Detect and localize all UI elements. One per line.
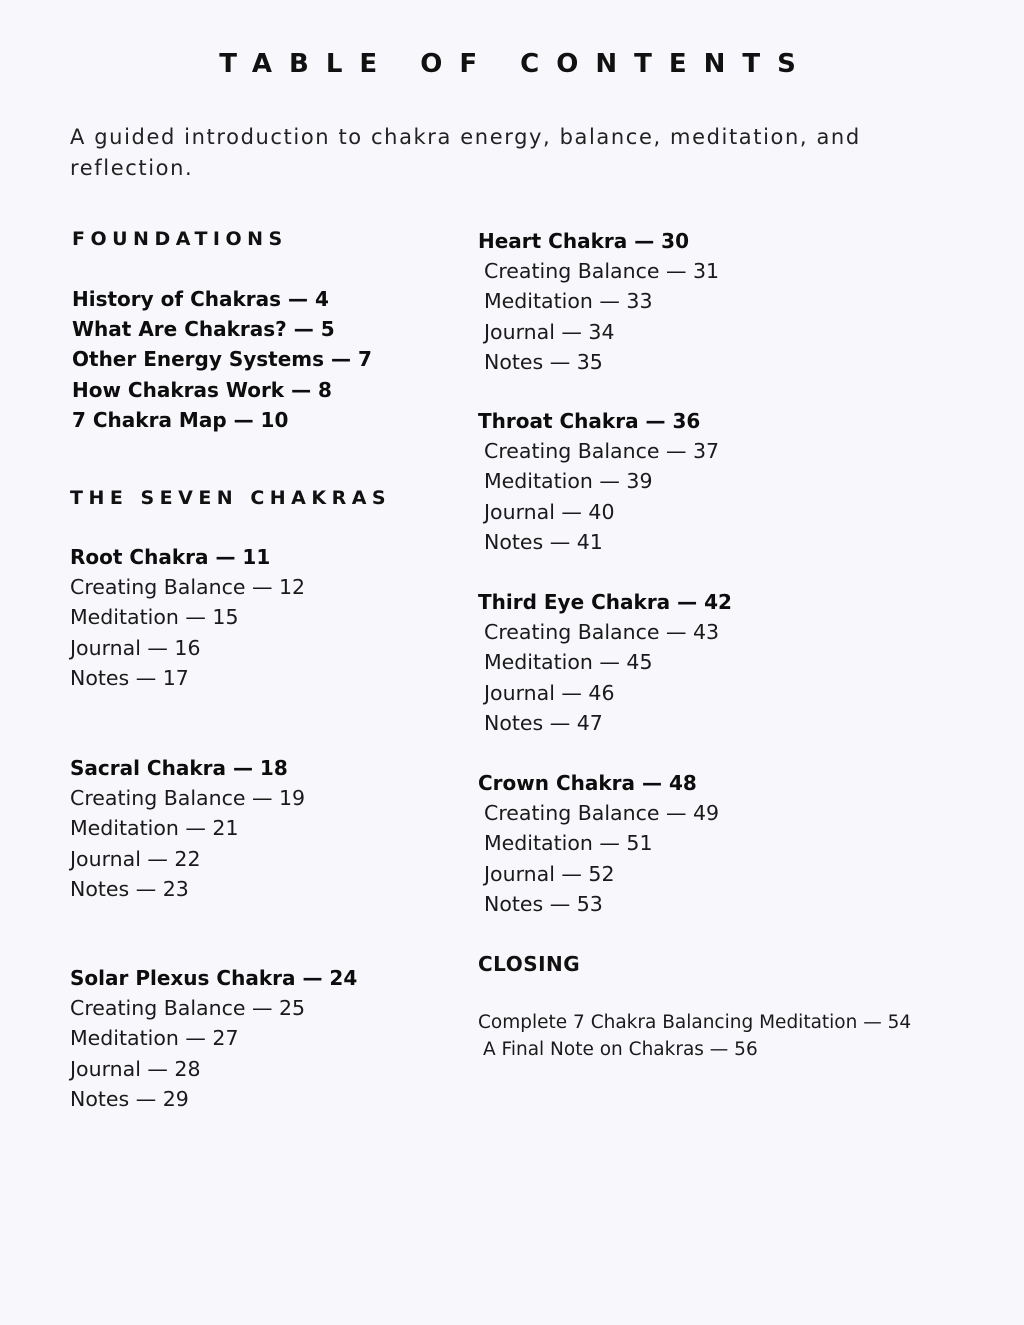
- closing-list: [478, 1009, 978, 1063]
- section-title-heart[interactable]: Heart Chakra — 30: [478, 229, 690, 253]
- throat-chakra-section: [478, 406, 978, 557]
- page-title: TABLE OF CONTENTS: [219, 49, 813, 79]
- toc-entry[interactable]: Journal — 46: [484, 680, 615, 705]
- foundations-heading: FOUNDATIONS: [72, 228, 288, 250]
- toc-entry[interactable]: Notes — 47: [484, 710, 603, 735]
- section-title-third-eye[interactable]: Third Eye Chakra — 42: [478, 590, 732, 614]
- toc-entry[interactable]: Journal — 40: [484, 499, 615, 524]
- toc-entry-chakra-map[interactable]: 7 Chakra Map — 10: [72, 407, 289, 432]
- toc-entry[interactable]: Journal — 16: [70, 635, 201, 660]
- toc-entry-final-note[interactable]: A Final Note on Chakras — 56: [483, 1039, 758, 1060]
- toc-entry-what-are-chakras[interactable]: What Are Chakras? — 5: [72, 317, 335, 342]
- closing-heading: CLOSING: [478, 952, 581, 976]
- toc-entry[interactable]: Meditation — 45: [484, 650, 653, 675]
- toc-entry-other-energy-systems[interactable]: Other Energy Systems — 7: [72, 347, 372, 372]
- section-title-sacral[interactable]: Sacral Chakra — 18: [70, 756, 288, 780]
- toc-entry[interactable]: Creating Balance — 49: [484, 801, 720, 826]
- toc-entry[interactable]: Creating Balance — 25: [70, 996, 306, 1021]
- toc-entry[interactable]: Journal — 52: [484, 861, 615, 886]
- toc-entry[interactable]: Notes — 53: [484, 891, 603, 916]
- toc-entry[interactable]: Notes — 23: [70, 876, 189, 901]
- toc-entry-complete-meditation[interactable]: Complete 7 Chakra Balancing Meditation — 54: [478, 1012, 912, 1033]
- toc-entry[interactable]: Creating Balance — 12: [70, 575, 306, 600]
- section-title-crown[interactable]: Crown Chakra — 48: [478, 771, 697, 795]
- toc-entry[interactable]: Notes — 17: [70, 665, 189, 690]
- toc-entry[interactable]: Meditation — 21: [70, 816, 239, 841]
- toc-entry[interactable]: Notes — 35: [484, 349, 603, 374]
- toc-entry[interactable]: Notes — 29: [70, 1086, 189, 1111]
- toc-entry-how-chakras-work[interactable]: How Chakras Work — 8: [72, 377, 332, 402]
- toc-entry[interactable]: Creating Balance — 43: [484, 620, 720, 645]
- crown-chakra-section: [478, 768, 978, 919]
- section-title-root[interactable]: Root Chakra — 11: [70, 545, 271, 569]
- toc-entry[interactable]: Meditation — 33: [484, 289, 653, 314]
- toc-entry[interactable]: Meditation — 39: [484, 469, 653, 494]
- toc-entry[interactable]: Journal — 34: [484, 319, 615, 344]
- toc-entry[interactable]: Journal — 22: [70, 846, 201, 871]
- toc-entry[interactable]: Journal — 28: [70, 1056, 201, 1081]
- seven-chakras-heading: THE SEVEN CHAKRAS: [70, 487, 392, 509]
- intro-text: A guided introduction to chakra energy, balance, meditation, and reflection.: [70, 125, 861, 180]
- toc-entry[interactable]: Creating Balance — 19: [70, 786, 306, 811]
- third-eye-chakra-section: [478, 587, 978, 738]
- toc-entry[interactable]: Creating Balance — 31: [484, 259, 720, 284]
- section-title-throat[interactable]: Throat Chakra — 36: [478, 409, 701, 433]
- toc-entry[interactable]: Meditation — 51: [484, 831, 653, 856]
- toc-entry[interactable]: Meditation — 27: [70, 1026, 239, 1051]
- toc-entry[interactable]: Creating Balance — 37: [484, 439, 720, 464]
- toc-entry[interactable]: Notes — 41: [484, 529, 603, 554]
- section-title-solar-plexus[interactable]: Solar Plexus Chakra — 24: [70, 966, 358, 990]
- heart-chakra-section: [478, 226, 978, 377]
- toc-entry[interactable]: Meditation — 15: [70, 605, 239, 630]
- toc-entry-history[interactable]: History of Chakras — 4: [72, 287, 329, 311]
